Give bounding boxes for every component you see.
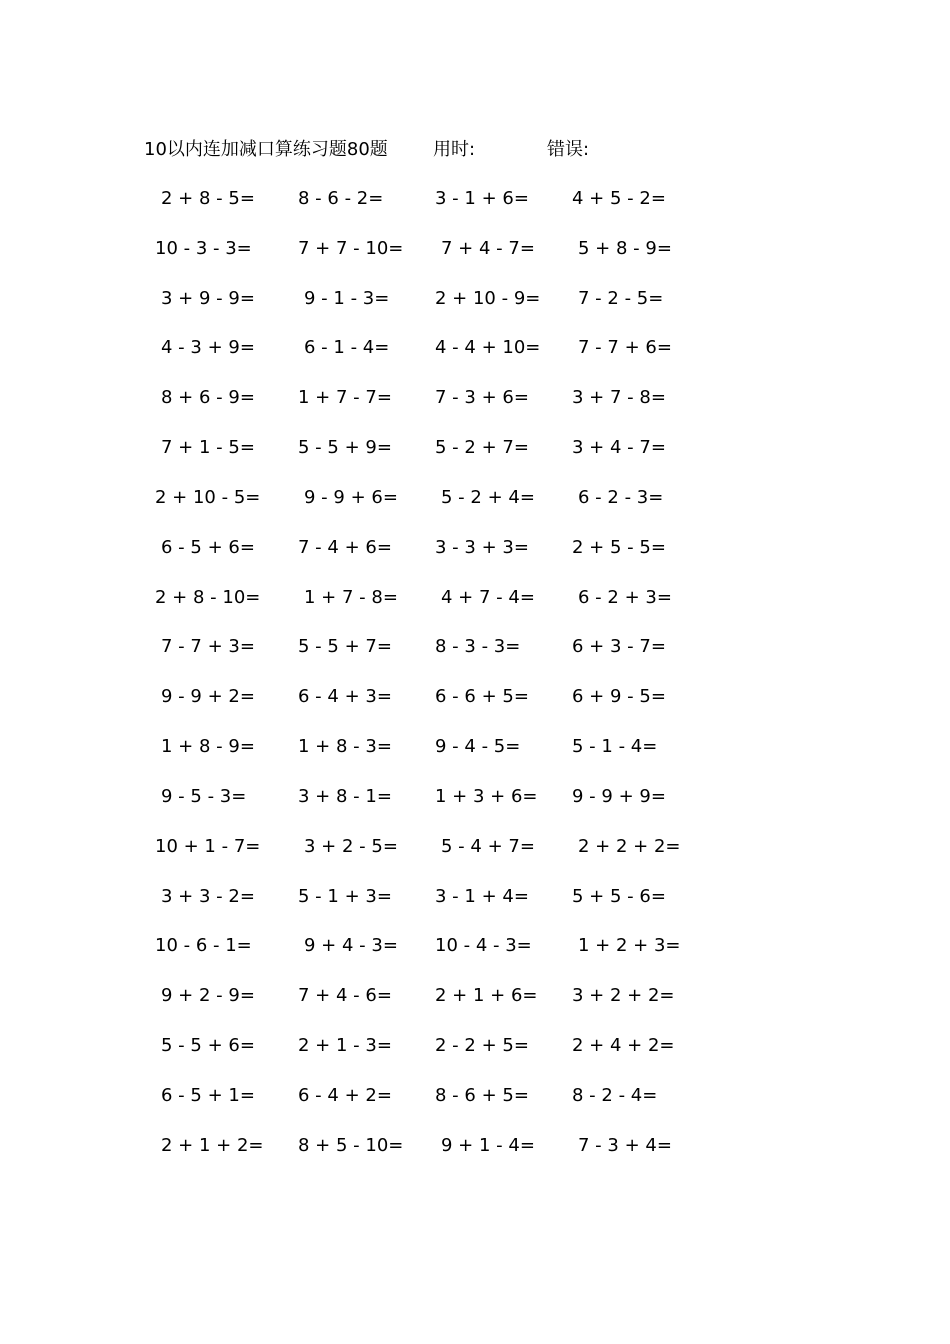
math-problem: 10 - 3 - 3=: [155, 237, 252, 259]
math-problem: 5 + 8 - 9=: [578, 237, 672, 259]
math-problem: 9 + 4 - 3=: [304, 935, 398, 957]
math-problem: 9 - 4 - 5=: [435, 736, 521, 758]
math-problem: 9 - 9 + 6=: [304, 486, 398, 508]
problem-row: [0, 1033, 950, 1083]
math-problem: 3 - 1 + 6=: [435, 188, 529, 209]
math-problem: 9 + 1 - 4=: [441, 1134, 535, 1156]
problem-row: [0, 186, 950, 236]
math-problem: 2 + 2 + 2=: [578, 835, 681, 857]
math-problem: 7 - 4 + 6=: [298, 536, 392, 558]
math-problem: 7 + 4 - 7=: [441, 237, 535, 259]
math-problem: 5 - 2 + 7=: [435, 437, 529, 459]
problem-row: [0, 983, 950, 1033]
math-problem: 2 + 1 - 3=: [298, 1035, 392, 1057]
math-problem: 6 - 2 + 3=: [578, 586, 672, 608]
math-problem: 9 - 9 + 9=: [572, 785, 666, 807]
math-problem: 6 - 5 + 1=: [161, 1084, 255, 1106]
math-problem: 8 - 2 - 4=: [572, 1084, 658, 1106]
math-problem: 3 + 4 - 7=: [572, 437, 666, 459]
problem-row: [0, 784, 950, 834]
problem-row: [0, 286, 950, 336]
problem-row: [0, 1133, 950, 1183]
math-problem: 4 - 3 + 9=: [161, 337, 255, 359]
math-problem: 6 - 4 + 3=: [298, 686, 392, 708]
math-problem: 7 - 3 + 4=: [578, 1134, 672, 1156]
problem-row: [0, 734, 950, 784]
math-problem: 1 + 3 + 6=: [435, 785, 538, 807]
math-problem: 7 - 3 + 6=: [435, 387, 529, 409]
math-problem: 5 + 5 - 6=: [572, 885, 666, 907]
worksheet-title: 10以内连加减口算练习题80题: [144, 139, 388, 160]
math-problem: 10 + 1 - 7=: [155, 835, 261, 857]
math-problem: 9 - 9 + 2=: [161, 686, 255, 708]
math-problem: 5 - 4 + 7=: [441, 835, 535, 857]
worksheet-header: [0, 137, 950, 163]
math-problem: 1 + 7 - 8=: [304, 586, 398, 608]
math-problem: 9 - 1 - 3=: [304, 287, 390, 309]
math-problem: 8 - 6 - 2=: [298, 188, 384, 209]
math-problem: 2 + 4 + 2=: [572, 1035, 675, 1057]
problem-row: [0, 485, 950, 535]
math-problem: 6 + 3 - 7=: [572, 636, 666, 658]
math-problem: 9 + 2 - 9=: [161, 985, 255, 1007]
math-problem: 3 + 7 - 8=: [572, 387, 666, 409]
math-problem: 2 + 10 - 9=: [435, 287, 541, 309]
math-problem: 5 - 5 + 6=: [161, 1035, 255, 1057]
math-problem: 8 + 5 - 10=: [298, 1134, 404, 1156]
math-problem: 6 + 9 - 5=: [572, 686, 666, 708]
math-problem: 7 + 4 - 6=: [298, 985, 392, 1007]
math-problem: 2 + 8 - 5=: [161, 188, 255, 209]
math-problem: 8 - 3 - 3=: [435, 636, 521, 658]
math-problem: 5 - 5 + 7=: [298, 636, 392, 658]
math-problem: 3 - 3 + 3=: [435, 536, 529, 558]
problem-row: [0, 385, 950, 435]
math-problem: 2 + 1 + 2=: [161, 1134, 264, 1156]
math-problem: 6 - 1 - 4=: [304, 337, 390, 359]
problem-row: [0, 684, 950, 734]
problem-row: [0, 535, 950, 585]
problem-row: [0, 834, 950, 884]
problem-row: [0, 884, 950, 934]
math-problem: 5 - 2 + 4=: [441, 486, 535, 508]
problem-row: [0, 335, 950, 385]
math-problem: 3 + 2 + 2=: [572, 985, 675, 1007]
math-problem: 9 - 5 - 3=: [161, 785, 247, 807]
problem-row: [0, 1083, 950, 1133]
math-problem: 1 + 7 - 7=: [298, 387, 392, 409]
problem-row: [0, 236, 950, 286]
math-problem: 7 - 7 + 6=: [578, 337, 672, 359]
math-problem: 10 - 4 - 3=: [435, 935, 532, 957]
math-problem: 6 - 2 - 3=: [578, 486, 664, 508]
math-problem: 3 + 2 - 5=: [304, 835, 398, 857]
math-problem: 4 + 7 - 4=: [441, 586, 535, 608]
math-problem: 3 + 3 - 2=: [161, 885, 255, 907]
math-problem: 6 - 4 + 2=: [298, 1084, 392, 1106]
time-used-label: 用时:: [433, 139, 476, 160]
math-problem: 1 + 8 - 9=: [161, 736, 255, 758]
math-problem: 3 - 1 + 4=: [435, 885, 529, 907]
math-problem: 7 - 2 - 5=: [578, 287, 664, 309]
math-problem: 3 + 9 - 9=: [161, 287, 255, 309]
math-problem: 6 - 6 + 5=: [435, 686, 529, 708]
math-problem: 4 + 5 - 2=: [572, 188, 666, 209]
problem-row: [0, 435, 950, 485]
math-problem: 7 - 7 + 3=: [161, 636, 255, 658]
math-problem: 7 + 7 - 10=: [298, 237, 404, 259]
errors-label: 错误:: [547, 139, 590, 160]
problem-row: [0, 585, 950, 635]
math-problem: 5 - 1 - 4=: [572, 736, 658, 758]
math-problem: 2 + 8 - 10=: [155, 586, 261, 608]
math-problem: 1 + 8 - 3=: [298, 736, 392, 758]
math-problem: 7 + 1 - 5=: [161, 437, 255, 459]
math-problem: 4 - 4 + 10=: [435, 337, 541, 359]
math-problem: 2 + 5 - 5=: [572, 536, 666, 558]
math-problem: 8 - 6 + 5=: [435, 1084, 529, 1106]
math-problem: 5 - 1 + 3=: [298, 885, 392, 907]
math-problem: 10 - 6 - 1=: [155, 935, 252, 957]
math-problem: 2 + 10 - 5=: [155, 486, 261, 508]
math-problem: 1 + 2 + 3=: [578, 935, 681, 957]
math-problem: 2 - 2 + 5=: [435, 1035, 529, 1057]
problem-row: [0, 634, 950, 684]
math-problem: 6 - 5 + 6=: [161, 536, 255, 558]
math-problem: 5 - 5 + 9=: [298, 437, 392, 459]
problem-grid: [0, 186, 950, 1183]
math-problem: 2 + 1 + 6=: [435, 985, 538, 1007]
math-problem: 3 + 8 - 1=: [298, 785, 392, 807]
problem-row: [0, 933, 950, 983]
math-problem: 8 + 6 - 9=: [161, 387, 255, 409]
